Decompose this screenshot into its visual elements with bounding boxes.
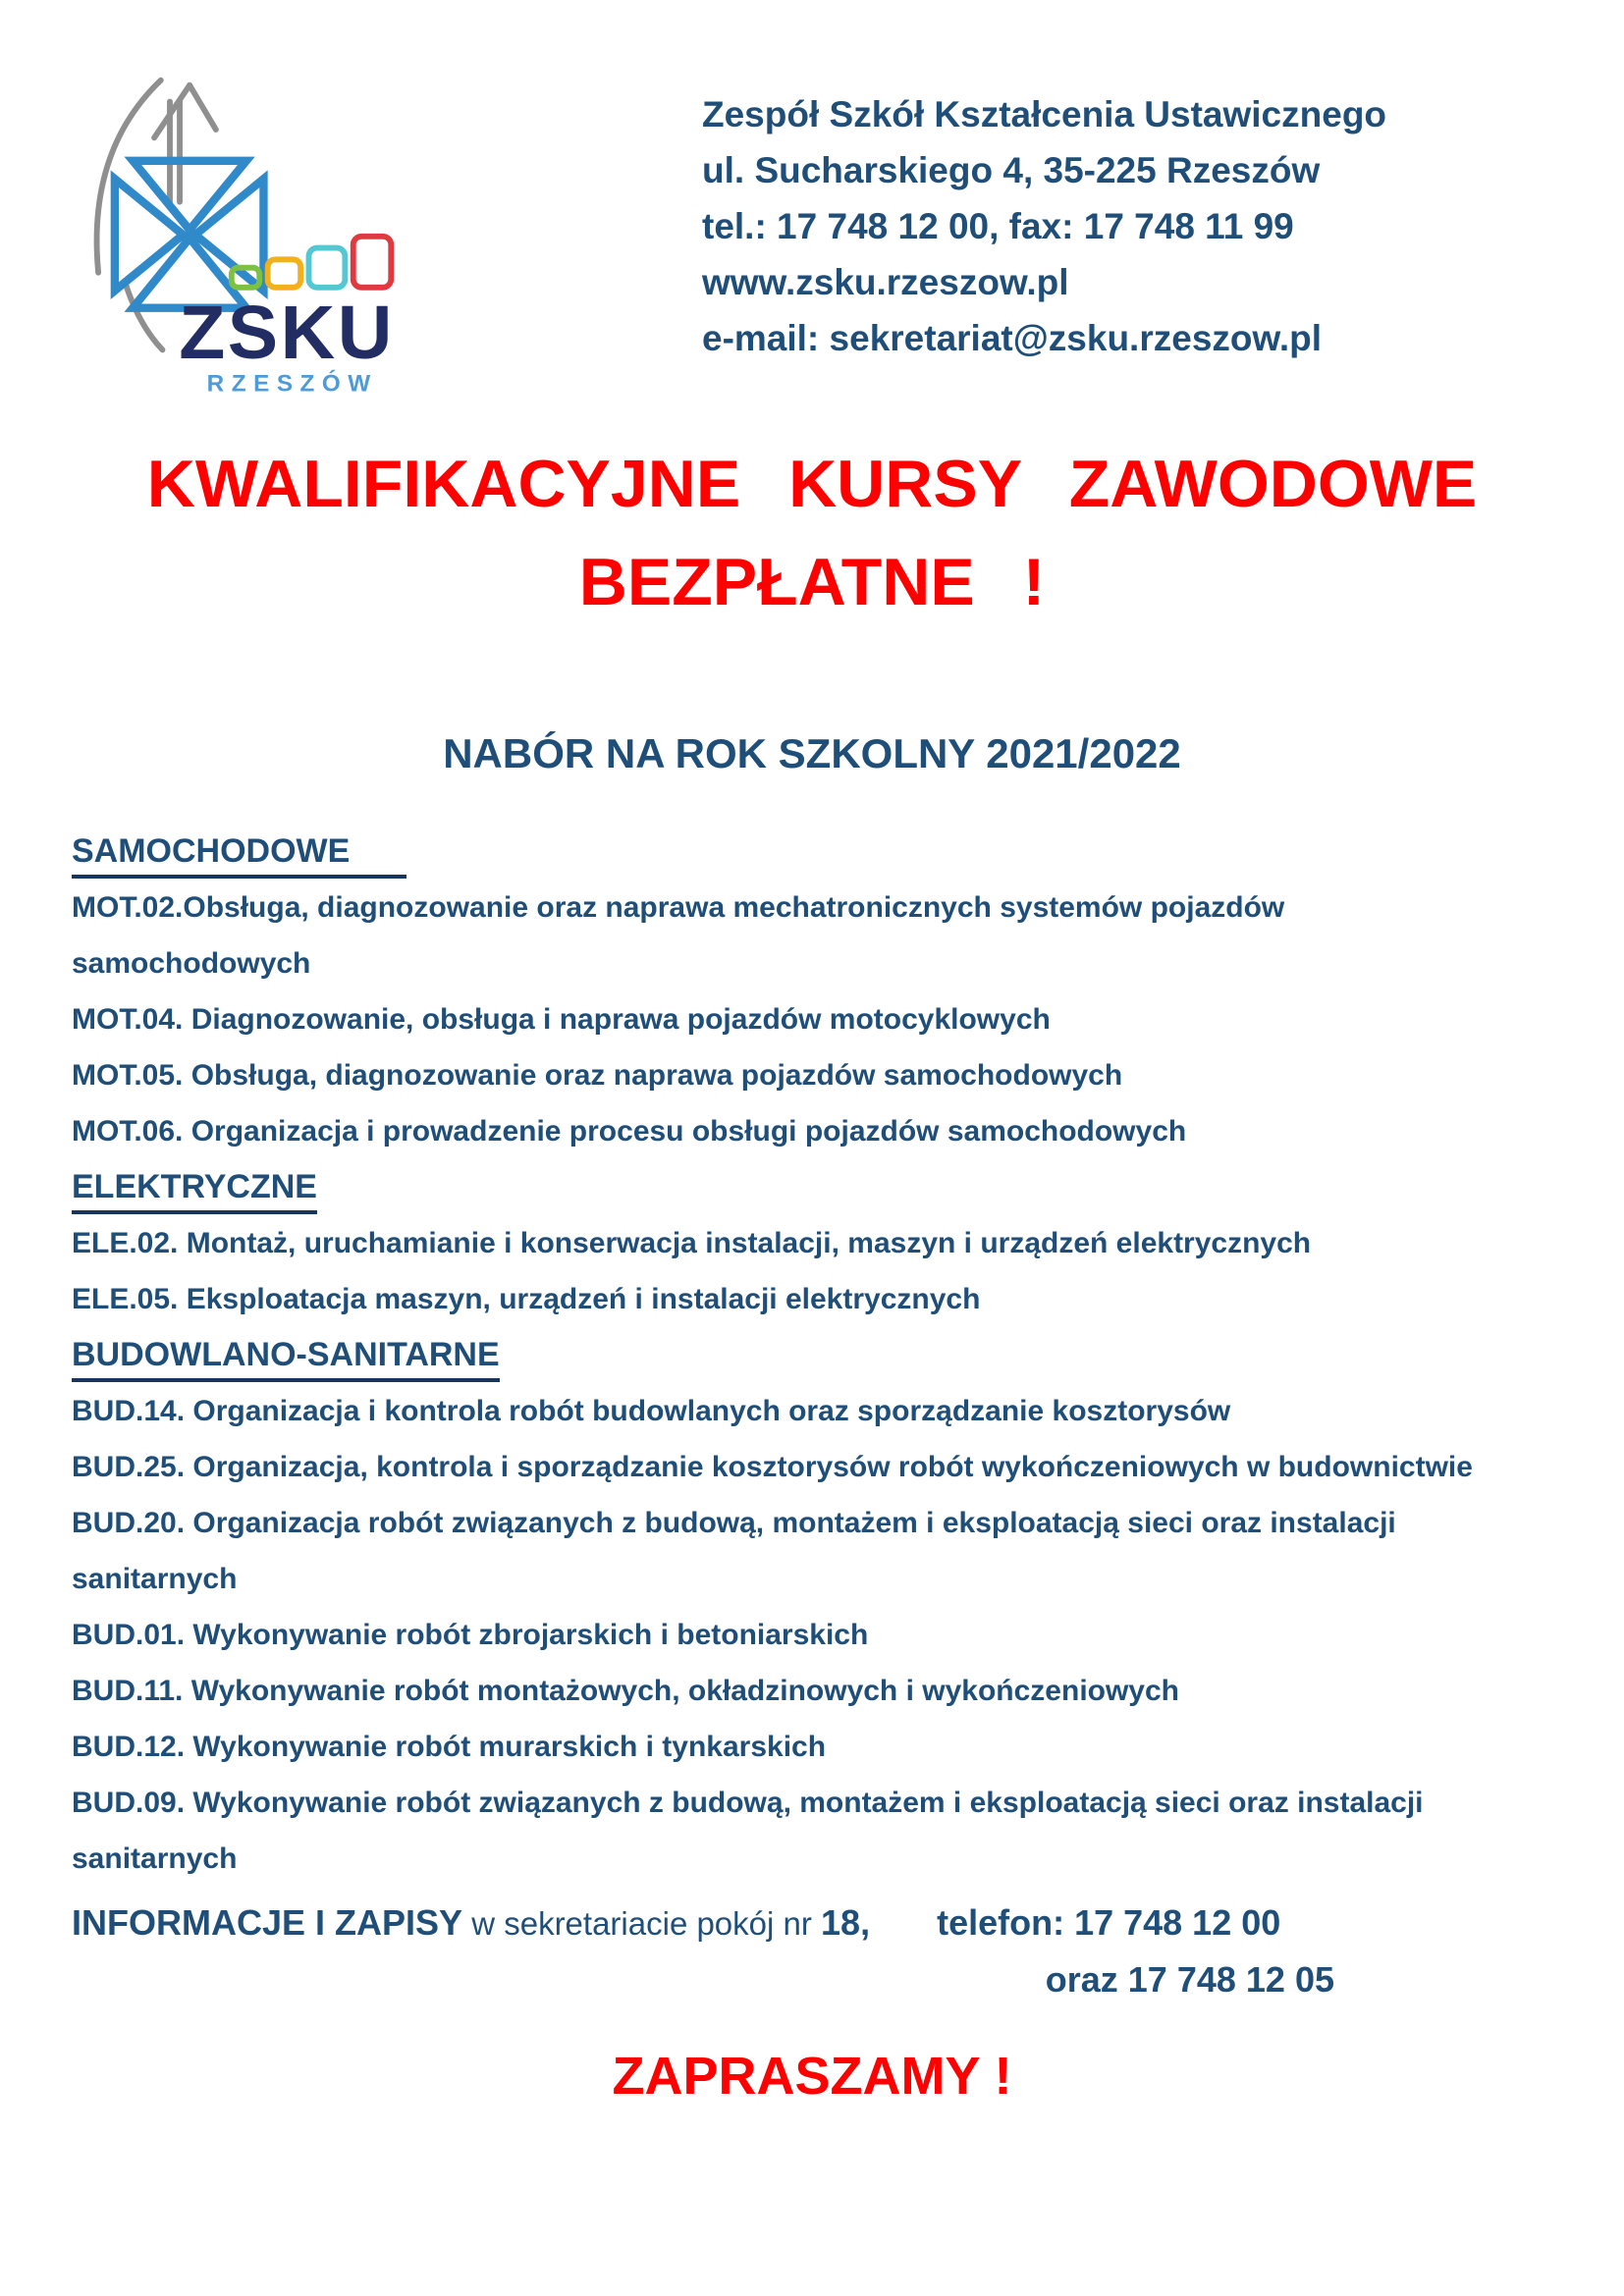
info-room-number: 18,: [821, 1902, 871, 1943]
section-heading: [72, 824, 1495, 880]
section-heading-text: ELEKTRYCZNE: [72, 1165, 317, 1214]
alt-phone-line: oraz 17 748 12 05: [1045, 1959, 1334, 2000]
closing-invitation: ZAPRASZAMY !: [612, 2047, 1012, 2106]
subtitle-enrollment: NABÓR NA ROK SZKOLNY 2021/2022: [443, 730, 1181, 776]
main-title-line2: BEZPŁATNE !: [578, 545, 1046, 619]
course-item: BUD.20. Organizacja robót związanych z budową, montażem i eksploatacją sieci oraz instalacji sanitarnych: [72, 1507, 1396, 1595]
header: [0, 69, 1624, 398]
school-name: Zespół Szkół Kształcenia Ustawicznego: [702, 94, 1387, 134]
course-item: ELE.05. Eksploatacja maszyn, urządzeń i instalacji elektrycznych: [72, 1283, 981, 1315]
course-item: BUD.11. Wykonywanie robót montażowych, okładzinowych i wykończeniowych: [72, 1675, 1180, 1707]
school-address: ul. Sucharskiego 4, 35-225 Rzeszów: [702, 150, 1321, 190]
school-contact-block: [702, 69, 1386, 366]
course-section: [72, 824, 1624, 1159]
course-section: [72, 1327, 1624, 1887]
info-and-enrollment-line: [0, 1895, 1544, 1951]
info-middle-text: w sekretariacie pokój nr: [462, 1905, 822, 1942]
course-item: BUD.12. Wykonywanie robót murarskich i tynkarskich: [72, 1731, 827, 1763]
course-item: MOT.05. Obsługa, diagnozowanie oraz naprawa pojazdów samochodowych: [72, 1059, 1123, 1092]
logo-city: RZESZÓW: [206, 370, 378, 398]
course-item: BUD.25. Organizacja, kontrola i sporządzanie kosztorysów robót wykończeniowych w budownictwie: [72, 1451, 1473, 1483]
info-label: INFORMACJE I ZAPISY: [72, 1902, 463, 1943]
school-phone-fax: tel.: 17 748 12 00, fax: 17 748 11 99: [702, 206, 1294, 246]
course-item: ELE.02. Montaż, uruchamianie i konserwacja instalacji, maszyn i urządzeń elektrycznych: [72, 1227, 1312, 1259]
section-heading-text: SAMOCHODOWE: [72, 829, 406, 879]
course-section: [72, 1159, 1624, 1327]
logo-acronym: ZSKU: [179, 290, 395, 375]
course-item: BUD.01. Wykonywanie robót zbrojarskich i betoniarskich: [72, 1619, 869, 1651]
section-heading: [72, 1327, 1495, 1383]
main-title: [0, 435, 1624, 631]
info-phone: telefon: 17 748 12 00: [937, 1902, 1281, 1943]
school-website: www.zsku.rzeszow.pl: [702, 262, 1069, 302]
school-email: e-mail: sekretariat@zsku.rzeszow.pl: [702, 318, 1323, 358]
main-title-line1: KWALIFIKACYJNE KURSY ZAWODOWE: [146, 447, 1478, 521]
course-item: MOT.04. Diagnozowanie, obsługa i naprawa pojazdów motocyklowych: [72, 1003, 1051, 1036]
course-item: MOT.06. Organizacja i prowadzenie procesu obsługi pojazdów samochodowych: [72, 1115, 1187, 1148]
section-heading-text: BUDOWLANO-SANITARNE: [72, 1333, 500, 1382]
course-item: BUD.09. Wykonywanie robót związanych z budową, montażem i eksploatacją sieci oraz instalacji sanitarnych: [72, 1787, 1424, 1875]
course-sections: [0, 824, 1624, 1887]
zsku-logo: [74, 69, 403, 398]
course-item: MOT.02.Obsługa, diagnozowanie oraz naprawa mechatronicznych systemów pojazdów samochodowych: [72, 891, 1285, 980]
course-item: BUD.14. Organizacja i kontrola robót budowlanych oraz sporządzanie kosztorysów: [72, 1395, 1231, 1427]
section-heading: [72, 1159, 1495, 1215]
